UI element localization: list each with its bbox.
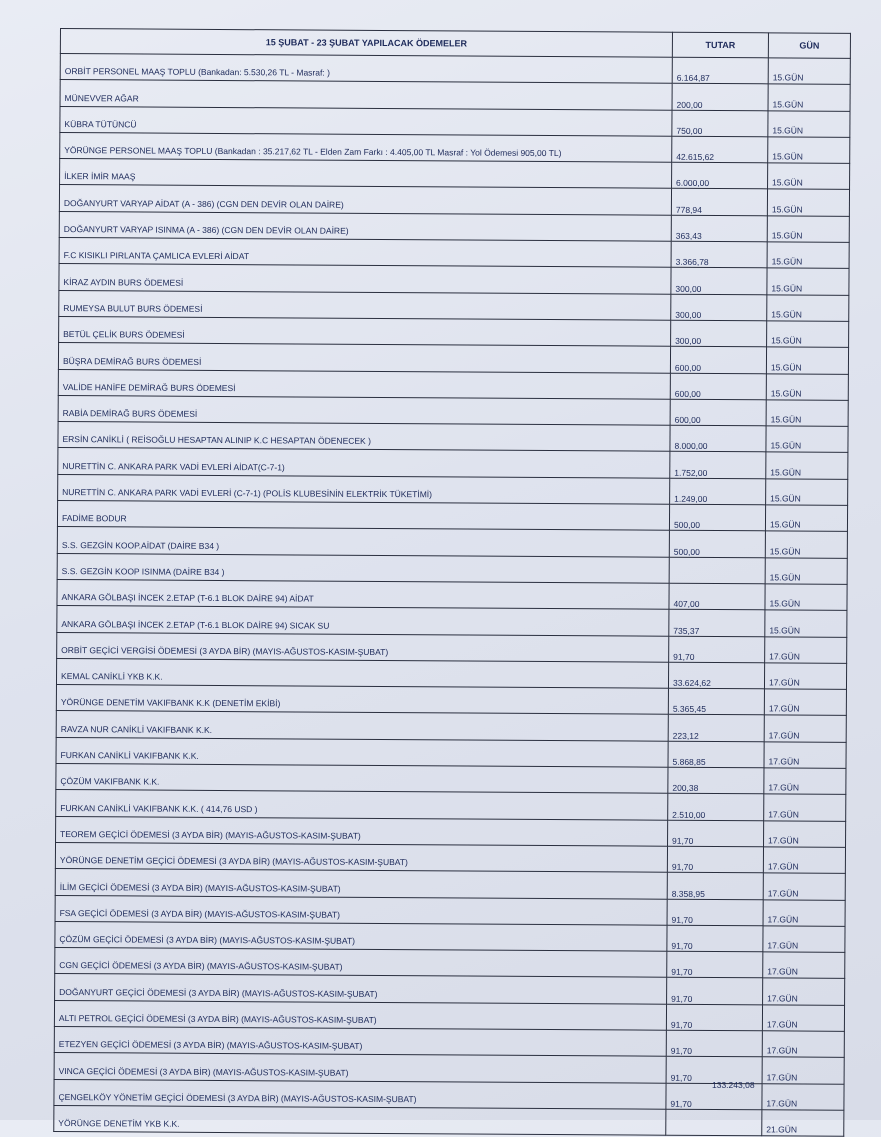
row-description: FURKAN CANİKLİ VAKIFBANK K.K. ( 414,76 USD ) [56,790,668,820]
row-day: 15.GÜN [767,321,849,348]
row-amount: 8.000,00 [670,425,766,452]
row-description: KİRAZ AYDIN BURS ÖDEMESİ [59,264,671,294]
row-amount: 91,70 [667,925,763,952]
row-description: DOĞANYURT VARYAP ISINMA (A - 386) (CGN DEN DEVİR OLAN DAİRE) [59,211,671,241]
row-description: BETÜL ÇELİK BURS ÖDEMESİ [59,316,671,346]
row-description: ERSİN CANİKLİ ( REİSOĞLU HESAPTAN ALINIP K.C HESAPTAN ÖDENECEK ) [58,422,670,452]
row-amount: 223,12 [668,715,764,742]
row-day: 15.GÜN [768,110,850,137]
row-amount: 91,70 [666,1083,762,1110]
row-description: NURETTİN C. ANKARA PARK VADİ EVLERİ (C-7-1) (POLİS KLUBESİNİN ELEKTRİK TÜKETİMİ) [58,474,670,504]
row-day: 17.GÜN [763,926,845,953]
row-day: 17.GÜN [764,794,846,821]
row-day: 15.GÜN [765,505,847,532]
row-amount: 8.358,95 [667,872,763,899]
row-day: 15.GÜN [768,58,850,85]
row-amount: 91,70 [666,1057,762,1084]
row-day: 17.GÜN [764,820,846,847]
row-day: 17.GÜN [763,978,845,1005]
row-day: 17.GÜN [763,873,845,900]
row-amount [666,1109,762,1136]
row-amount: 600,00 [670,399,766,426]
row-day: 17.GÜN [764,715,846,742]
row-amount: 91,70 [667,951,763,978]
row-amount: 1.249,00 [670,478,766,505]
row-description: VALİDE HANİFE DEMİRAĞ BURS ÖDEMESİ [58,369,670,399]
row-amount: 91,70 [668,820,764,847]
row-description: MÜNEVVER AĞAR [60,80,672,110]
row-day: 15.GÜN [765,531,847,558]
row-day: 15.GÜN [768,137,850,164]
row-day: 17.GÜN [764,768,846,795]
row-day: 17.GÜN [765,636,847,663]
row-day: 17.GÜN [763,899,845,926]
row-day: 15.GÜN [767,294,849,321]
row-day: 15.GÜN [766,400,848,427]
row-day: 17.GÜN [762,1031,844,1058]
row-amount: 42.615,62 [672,136,768,163]
table-row [54,1105,844,1136]
row-day: 15.GÜN [767,268,849,295]
row-description: RAVZA NUR CANİKLİ VAKIFBANK K.K. [56,711,668,741]
row-description: KEMAL CANİKLİ YKB K.K. [56,658,668,688]
row-amount: 300,00 [671,268,767,295]
payment-table-wrap [53,28,850,1137]
payment-table [53,28,851,1137]
grand-total: 133.243,08 [712,1080,755,1090]
row-description: YÖRÜNGE DENETİM GEÇİCİ ÖDEMESİ (3 AYDA BİR) (MAYIS-AĞUSTOS-KASIM-ŞUBAT) [55,842,667,872]
row-description: F.C KISIKLI PIRLANTA ÇAMLICA EVLERİ AİDAT [59,238,671,268]
payment-rows [54,54,851,1137]
row-amount: 1.752,00 [670,452,766,479]
row-description: ORBİT PERSONEL MAAŞ TOPLU (Bankadan: 5.530,26 TL - Masraf: ) [60,54,672,84]
row-description: ORBİT GEÇİCİ VERGİSİ ÖDEMESİ (3 AYDA BİR) (MAYIS-AĞUSTOS-KASIM-ŞUBAT) [57,632,669,662]
row-description: TEOREM GEÇİCİ ÖDEMESİ (3 AYDA BİR) (MAYIS-AĞUSTOS-KASIM-ŞUBAT) [56,816,668,846]
row-amount: 300,00 [671,294,767,321]
row-amount: 91,70 [667,846,763,873]
row-day: 17.GÜN [764,742,846,769]
row-description: BÜŞRA DEMİRAĞ BURS ÖDEMESİ [58,343,670,373]
row-amount: 91,70 [666,1030,762,1057]
row-description: ÇÖZÜM VAKIFBANK K.K. [56,764,668,794]
row-description: İLKER İMİR MAAŞ [60,159,672,189]
row-amount: 735,37 [669,609,765,636]
row-amount: 300,00 [671,320,767,347]
row-description: ÇÖZÜM GEÇİCİ ÖDEMESİ (3 AYDA BİR) (MAYIS-AĞUSTOS-KASIM-ŞUBAT) [55,921,667,951]
row-amount: 500,00 [669,504,765,531]
row-amount: 2.510,00 [668,794,764,821]
row-description: ÇENGELKÖY YÖNETİM GEÇİCİ ÖDEMESİ (3 AYDA BİR) (MAYIS-AĞUSTOS-KASIM-ŞUBAT) [54,1079,666,1109]
row-description: YÖRÜNGE DENETİM VAKIFBANK K.K (DENETİM EKİBİ) [56,685,668,715]
row-amount: 33.624,62 [668,662,764,689]
row-description: NURETTİN C. ANKARA PARK VADİ EVLERİ AİDAT(C-7-1) [58,448,670,478]
row-amount: 407,00 [669,583,765,610]
row-day: 15.GÜN [765,557,847,584]
row-day: 15.GÜN [766,426,848,453]
row-description: FURKAN CANİKLİ VAKIFBANK K.K. [56,737,668,767]
row-description: VINCA GEÇİCİ ÖDEMESİ (3 AYDA BİR) (MAYIS-AĞUSTOS-KASIM-ŞUBAT) [54,1053,666,1083]
row-amount: 363,43 [671,215,767,242]
row-description: S.S. GEZGİN KOOP ISINMA (DAİRE B34 ) [57,553,669,583]
row-description: KÜBRA TÜTÜNCÜ [60,106,672,136]
row-description: RABİA DEMİRAĞ BURS ÖDEMESİ [58,395,670,425]
header-title: 15 ŞUBAT - 23 ŞUBAT YAPILACAK ÖDEMELER [60,29,672,58]
row-day: 15.GÜN [766,479,848,506]
row-description: ETEZYEN GEÇİCİ ÖDEMESİ (3 AYDA BİR) (MAYIS-AĞUSTOS-KASIM-ŞUBAT) [54,1026,666,1056]
row-amount: 200,00 [672,84,768,111]
row-day: 15.GÜN [765,584,847,611]
row-day: 17.GÜN [764,689,846,716]
row-description: DOĞANYURT VARYAP AİDAT (A - 386) (CGN DEN DEVİR OLAN DAİRE) [59,185,671,215]
row-description: FSA GEÇİCİ ÖDEMESİ (3 AYDA BİR) (MAYIS-AĞUSTOS-KASIM-ŞUBAT) [55,895,667,925]
row-description: FADİME BODUR [57,501,669,531]
row-day: 15.GÜN [768,163,850,190]
row-description: CGN GEÇİCİ ÖDEMESİ (3 AYDA BİR) (MAYIS-AĞUSTOS-KASIM-ŞUBAT) [55,948,667,978]
row-description: ANKARA GÖLBAŞI İNCEK 2.ETAP (T-6.1 BLOK DAİRE 94) AİDAT [57,579,669,609]
row-day: 15.GÜN [766,452,848,479]
row-amount: 600,00 [670,347,766,374]
row-amount: 6.164,87 [672,57,768,84]
row-description: RUMEYSA BULUT BURS ÖDEMESİ [59,290,671,320]
row-day: 17.GÜN [762,1057,844,1084]
row-description: İLİM GEÇİCİ ÖDEMESİ (3 AYDA BİR) (MAYIS-AĞUSTOS-KASIM-ŞUBAT) [55,869,667,899]
row-description: YÖRÜNGE PERSONEL MAAŞ TOPLU (Bankadan : 35.217,62 TL - Elden Zam Farkı : 4.405,00 TL Masraf : Yol Ödemesi 905,00 TL) [60,132,672,162]
row-amount: 91,70 [667,899,763,926]
row-amount: 91,70 [667,978,763,1005]
row-day: 17.GÜN [762,1083,844,1110]
row-day: 15.GÜN [765,610,847,637]
row-amount: 3.366,78 [671,241,767,268]
row-day: 15.GÜN [767,189,849,216]
row-day: 17.GÜN [763,952,845,979]
row-day: 21.GÜN [762,1110,844,1137]
row-description: ALTI PETROL GEÇİCİ ÖDEMESİ (3 AYDA BİR) (MAYIS-AĞUSTOS-KASIM-ŞUBAT) [54,1000,666,1030]
row-description: YÖRÜNGE DENETİM YKB K.K. [54,1105,666,1135]
row-amount: 91,70 [666,1004,762,1031]
row-amount: 6.000,00 [672,162,768,189]
row-day: 15.GÜN [766,373,848,400]
row-day: 17.GÜN [763,847,845,874]
header-amount: TUTAR [672,32,768,58]
row-description: DOĞANYURT GEÇİCİ ÖDEMESİ (3 AYDA BİR) (MAYIS-AĞUSTOS-KASIM-ŞUBAT) [55,974,667,1004]
row-amount: 5.365,45 [668,688,764,715]
row-day: 15.GÜN [767,242,849,269]
row-day: 15.GÜN [768,84,850,111]
row-day: 15.GÜN [767,216,849,243]
row-amount: 500,00 [669,531,765,558]
row-description: S.S. GEZGİN KOOP.AİDAT (DAİRE B34 ) [57,527,669,557]
row-amount: 750,00 [672,110,768,137]
row-amount: 200,38 [668,767,764,794]
row-day: 17.GÜN [764,663,846,690]
row-day: 15.GÜN [766,347,848,374]
row-amount: 600,00 [670,373,766,400]
row-amount [669,557,765,584]
row-amount: 5.868,85 [668,741,764,768]
row-amount: 91,70 [669,636,765,663]
header-day: GÜN [768,33,850,59]
row-amount: 778,94 [671,189,767,216]
row-day: 17.GÜN [762,1004,844,1031]
row-description: ANKARA GÖLBAŞI İNCEK 2.ETAP (T-6.1 BLOK DAİRE 94) SICAK SU [57,606,669,636]
